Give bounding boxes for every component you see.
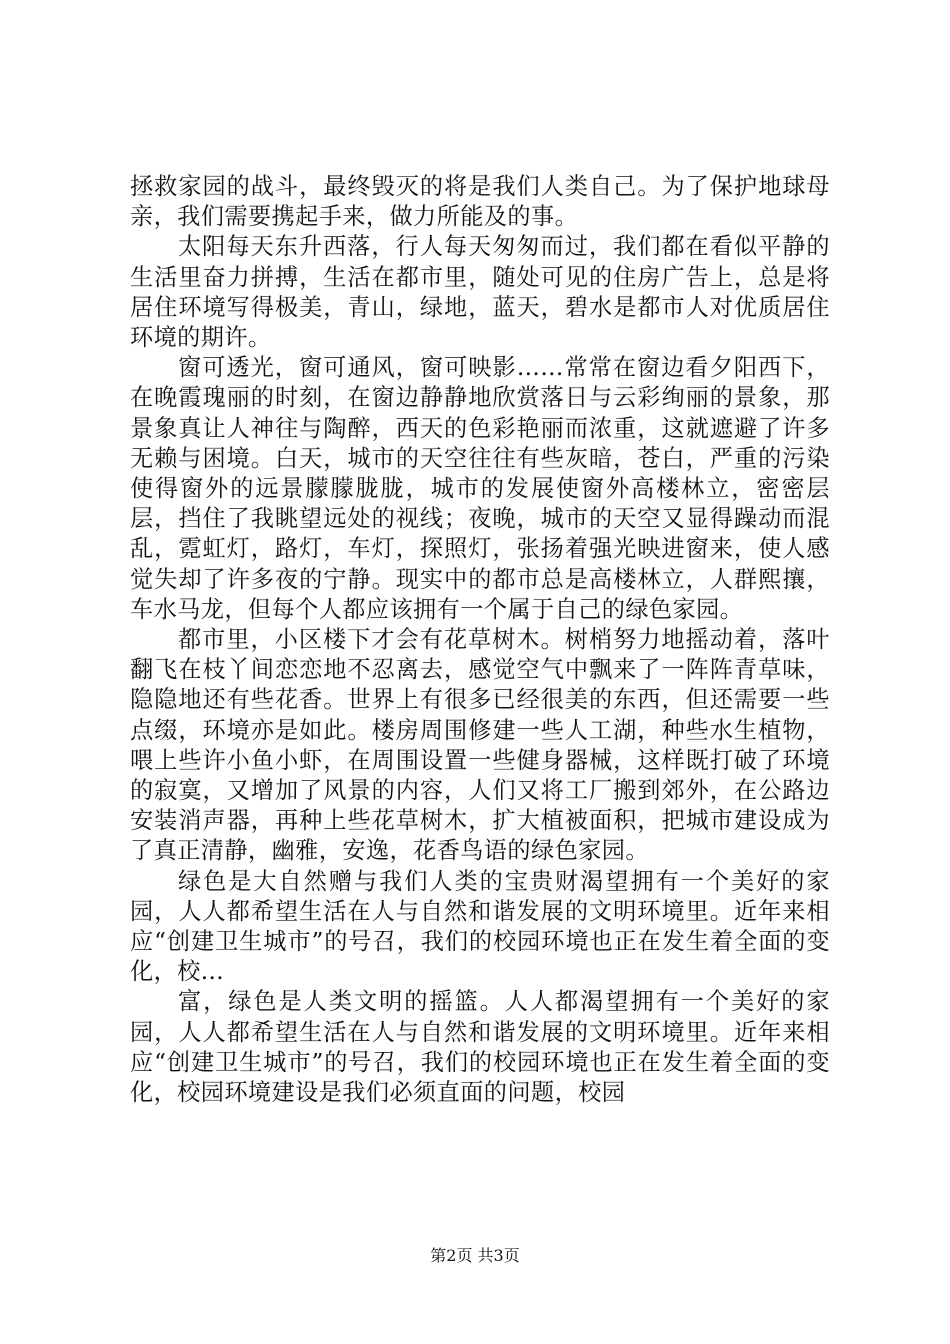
document-body: [130, 172, 830, 1108]
paragraph-5: 绿色是大自然赠与我们人类的宝贵财渴望拥有一个美好的家园，人人都希望生活在人与自然和谐发展的文明环境里。近年来相应“创建卫生城市”的号召，我们的校园环境也正在发生着全面的变化，校...: [130, 867, 830, 986]
paragraph-3: 窗可透光，窗可通风，窗可映影……常常在窗边看夕阳西下，在晚霞瑰丽的时刻，在窗边静静地欣赏落日与云彩绚丽的景象，那景象真让人神往与陶醉，西天的色彩艳丽而浓重，这就遮避了许多无赖与困境。白天，城市的天空往往有些灰暗，苍白，严重的污染使得窗外的远景朦朦胧胧，城市的发展使窗外高楼林立，密密层层，挡住了我眺望远处的视线；夜晚，城市的天空又显得躁动而混乱，霓虹灯，路灯，车灯，探照灯，张扬着强光映进窗来，使人感觉失却了许多夜的宁静。现实中的都市总是高楼林立，人群熙攘，车水马龙，但每个人都应该拥有一个属于自己的绿色家园。: [130, 354, 830, 623]
paragraph-6: 富，绿色是人类文明的摇篮。人人都渴望拥有一个美好的家园，人人都希望生活在人与自然和谐发展的文明环境里。近年来相应“创建卫生城市”的号召，我们的校园环境也正在发生着全面的变化，校园环境建设是我们必须直面的问题，校园: [130, 988, 830, 1107]
paragraph-1: 拯救家园的战斗，最终毁灭的将是我们人类自己。为了保护地球母亲，我们需要携起手来，做力所能及的事。: [130, 173, 830, 231]
paragraph-2: 太阳每天东升西落，行人每天匆匆而过，我们都在看似平静的生活里奋力拼搏，生活在都市里，随处可见的住房广告上，总是将居住环境写得极美，青山，绿地，蓝天，碧水是都市人对优质居住环境的期许。: [130, 233, 830, 352]
page-footer: 第2页 共3页: [430, 1246, 520, 1265]
paragraph-4: 都市里，小区楼下才会有花草树木。树梢努力地摇动着，落叶翻飞在枝丫间恋恋地不忍离去，感觉空气中飘来了一阵阵青草味，隐隐地还有些花香。世界上有很多已经很美的东西，但还需要一些点缀，环境亦是如此。楼房周围修建一些人工湖，种些水生植物，喂上些许小鱼小虾，在周围设置一些健身器械，这样既打破了环境的寂寞，又增加了风景的内容，人们又将工厂搬到郊外，在公路边安装消声器，再种上些花草树木，扩大植被面积，把城市建设成为了真正清静，幽雅，安逸，花香鸟语的绿色家园。: [130, 626, 830, 865]
